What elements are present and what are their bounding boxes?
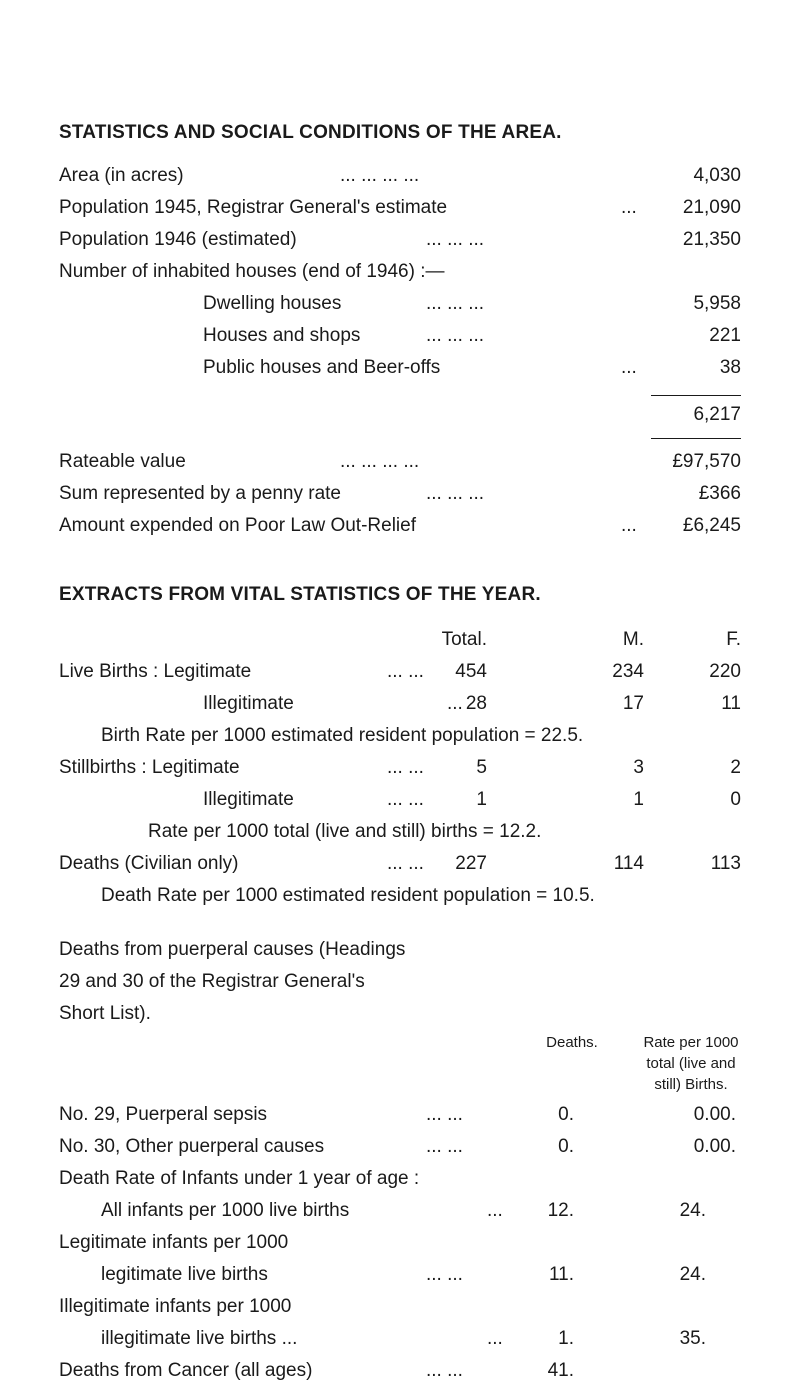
puerperal-intro-line-2: 29 and 30 of the Registrar General's [59, 971, 365, 992]
live-births-legitimate-label: Live Births : Legitimate [59, 661, 252, 682]
other-puerperal-label: No. 30, Other puerperal causes [59, 1136, 325, 1157]
live-births-illegitimate-label: Illegitimate [203, 693, 294, 714]
column-header-male: M. [622, 629, 644, 650]
section-heading-vital: EXTRACTS FROM VITAL STATISTICS OF THE YEAR. [59, 584, 541, 605]
all-infants-deaths: 12. [547, 1200, 574, 1221]
live-illegit-female: 11 [721, 693, 741, 714]
infant-death-rate-heading: Death Rate of Infants under 1 year of age : [59, 1168, 420, 1189]
population-1945-label: Population 1945, Registrar General's estimate [59, 197, 448, 218]
penny-rate-value: £366 [698, 483, 741, 504]
area-value: 4,030 [693, 165, 741, 186]
still-legit-female: 2 [730, 757, 741, 778]
live-legit-female: 220 [709, 661, 741, 682]
inhabited-houses-label: Number of inhabited houses (end of 1946) :— [59, 261, 445, 282]
out-relief-label: Amount expended on Poor Law Out-Relief [59, 515, 416, 536]
illegit-infants-label-line-2: illegitimate live births ... [101, 1328, 298, 1349]
public-houses-value: 38 [719, 357, 741, 378]
houses-and-shops-label: Houses and shops [203, 325, 361, 346]
column-header-rate-line-3: still) Births. [654, 1076, 728, 1093]
leader-dots: ... [621, 197, 637, 218]
leader-dots: ... [487, 1328, 503, 1349]
leader-dots: ... ... [426, 1360, 463, 1381]
sum-rule-top [651, 395, 741, 396]
puerperal-sepsis-rate: 0.00. [693, 1104, 736, 1125]
area-label: Area (in acres) [59, 165, 184, 186]
legit-infants-rate: 24. [679, 1264, 706, 1285]
leader-dots: ... ... [426, 1136, 463, 1157]
population-1945-value: 21,090 [682, 197, 741, 218]
puerperal-sepsis-label: No. 29, Puerperal sepsis [59, 1104, 268, 1125]
still-illegit-female: 0 [730, 789, 741, 810]
puerperal-intro-line-3: Short List). [59, 1003, 151, 1024]
column-header-rate-line-1: Rate per 1000 [643, 1034, 739, 1051]
live-illegit-male: 17 [622, 693, 644, 714]
houses-and-shops-value: 221 [709, 325, 741, 346]
leader-dots: ... ... ... ... [340, 451, 420, 472]
deaths-female: 113 [710, 853, 741, 874]
leader-dots: ... [621, 515, 637, 536]
all-infants-label: All infants per 1000 live births [101, 1200, 350, 1221]
cancer-deaths-label: Deaths from Cancer (all ages) [59, 1360, 313, 1381]
leader-dots: ... [447, 693, 463, 714]
penny-rate-label: Sum represented by a penny rate [59, 483, 342, 504]
rateable-value-label: Rateable value [59, 451, 186, 472]
still-legit-total: 5 [476, 757, 487, 778]
leader-dots: ... ... ... [426, 483, 485, 504]
all-infants-rate: 24. [679, 1200, 706, 1221]
dwelling-houses-label: Dwelling houses [203, 293, 342, 314]
death-rate-line: Death Rate per 1000 estimated resident population = 10.5. [101, 885, 595, 906]
live-legit-total: 454 [455, 661, 487, 682]
legit-infants-label-line-2: legitimate live births [101, 1264, 268, 1285]
legit-infants-deaths: 11. [548, 1264, 574, 1285]
column-header-female: F. [726, 629, 741, 650]
leader-dots: ... ... ... [426, 325, 485, 346]
deaths-male: 114 [613, 853, 644, 874]
column-header-rate-line-2: total (live and [646, 1055, 736, 1072]
birth-rate-line: Birth Rate per 1000 estimated resident population = 22.5. [101, 725, 584, 746]
still-illegit-male: 1 [633, 789, 644, 810]
leader-dots: ... ... ... [426, 293, 485, 314]
public-houses-label: Public houses and Beer-offs [203, 357, 441, 378]
stillbirths-illegitimate-label: Illegitimate [203, 789, 294, 810]
column-header-deaths: Deaths. [546, 1034, 598, 1051]
other-puerperal-rate: 0.00. [693, 1136, 736, 1157]
puerperal-sepsis-deaths: 0. [558, 1104, 574, 1125]
deaths-civilian-label: Deaths (Civilian only) [59, 853, 239, 874]
illegit-infants-deaths: 1. [558, 1328, 574, 1349]
leader-dots: ... [487, 1200, 503, 1221]
cancer-deaths-value: 41. [547, 1360, 574, 1381]
live-legit-male: 234 [612, 661, 644, 682]
population-1946-value: 21,350 [682, 229, 741, 250]
leader-dots: ... ... [426, 1104, 463, 1125]
leader-dots: ... ... [387, 789, 424, 810]
leader-dots: ... [621, 357, 637, 378]
puerperal-intro-line-1: Deaths from puerperal causes (Headings [59, 939, 406, 960]
rateable-value: £97,570 [672, 451, 741, 472]
sum-rule-bottom [651, 438, 741, 439]
stillbirth-rate-line: Rate per 1000 total (live and still) births = 12.2. [148, 821, 542, 842]
column-header-total: Total. [441, 629, 487, 650]
leader-dots: ... ... [387, 853, 424, 874]
legit-infants-label-line-1: Legitimate infants per 1000 [59, 1232, 289, 1253]
leader-dots: ... ... [387, 757, 424, 778]
population-1946-label: Population 1946 (estimated) [59, 229, 297, 250]
still-illegit-total: 1 [476, 789, 487, 810]
houses-total-value: 6,217 [693, 404, 741, 425]
dwelling-houses-value: 5,958 [693, 293, 741, 314]
illegit-infants-label-line-1: Illegitimate infants per 1000 [59, 1296, 292, 1317]
illegit-infants-rate: 35. [679, 1328, 706, 1349]
out-relief-value: £6,245 [682, 515, 741, 536]
leader-dots: ... ... ... ... [340, 165, 420, 186]
live-illegit-total: 28 [465, 693, 487, 714]
stillbirths-legitimate-label: Stillbirths : Legitimate [59, 757, 240, 778]
other-puerperal-deaths: 0. [558, 1136, 574, 1157]
leader-dots: ... ... [426, 1264, 463, 1285]
section-heading-statistics: STATISTICS AND SOCIAL CONDITIONS OF THE AREA. [59, 122, 562, 143]
deaths-total: 227 [455, 853, 487, 874]
leader-dots: ... ... [387, 661, 424, 682]
still-legit-male: 3 [633, 757, 644, 778]
leader-dots: ... ... ... [426, 229, 485, 250]
